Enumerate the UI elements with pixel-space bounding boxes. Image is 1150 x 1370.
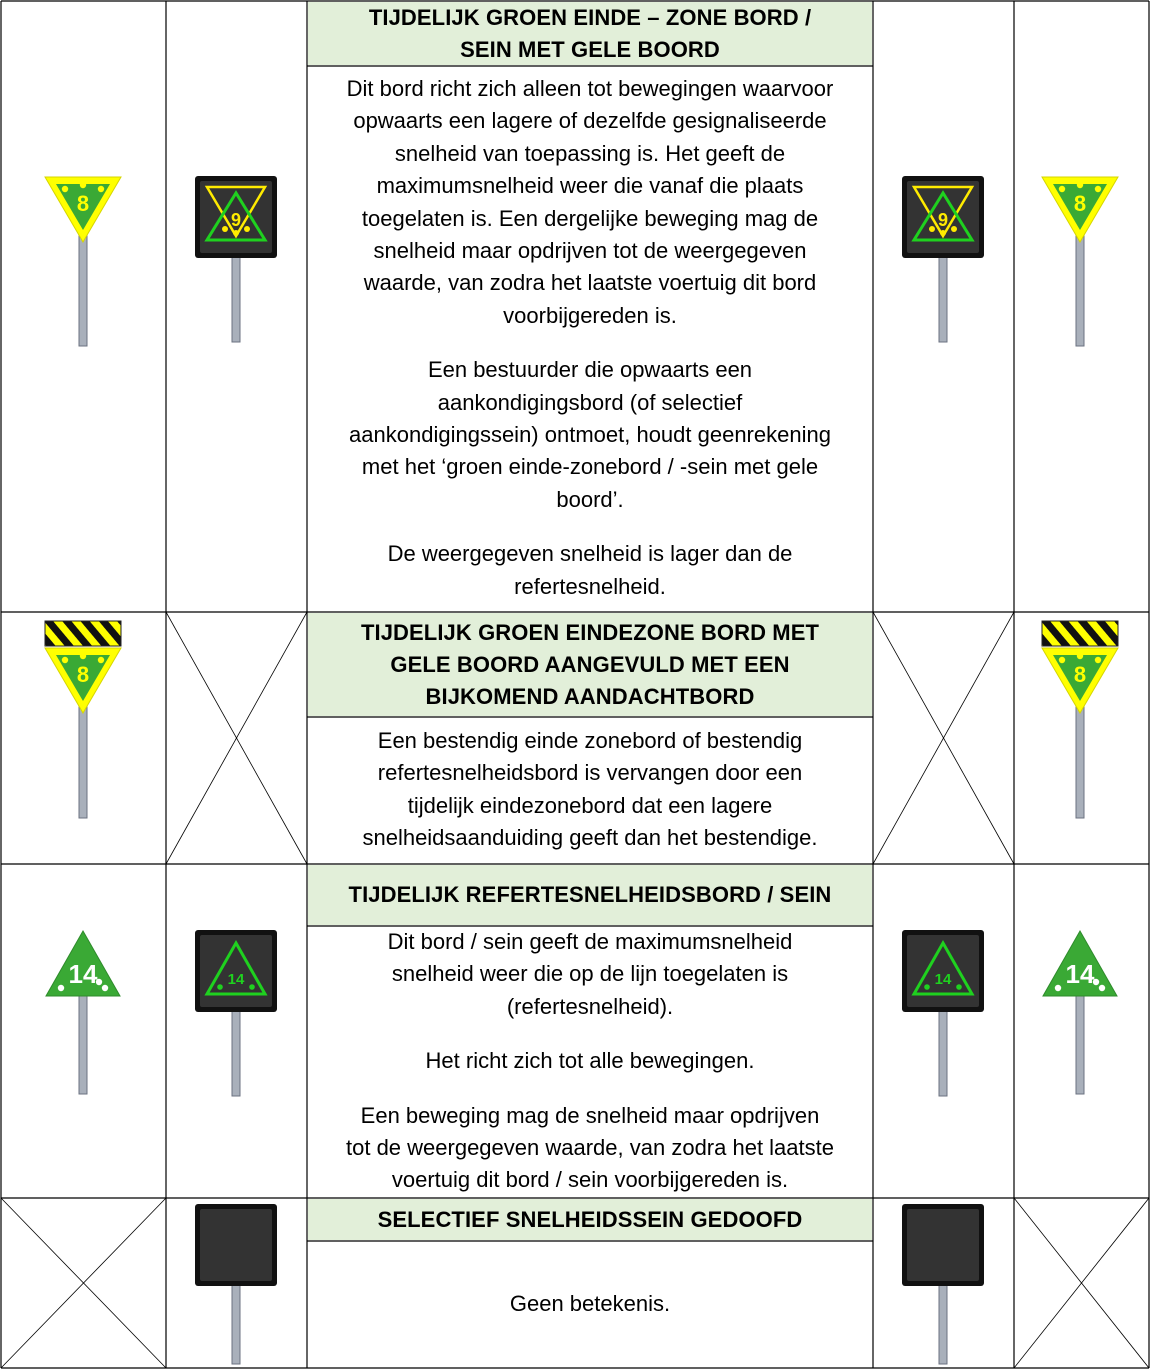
- reference-speed-board-left: [43, 928, 123, 1096]
- row-4-paragraph: Geen betekenis.: [509, 1291, 671, 1317]
- row-1-title: [308, 2, 872, 65]
- reference-speed-board-right: [1040, 928, 1120, 1096]
- row-3-paragraph: Een beweging mag de snelheid maar opdrijven tot de weergegeven waarde, van zodra het laatste voertuig dit bord / sein voorbijgereden is.: [346, 1102, 834, 1193]
- row-2-title-text: TIJDELIJK GROEN EINDEZONE BORD MET GELE BOORD AANGEVULD MET EEN BIJKOMEND AANDACHTBORD: [360, 619, 820, 709]
- row-3-paragraph: Het richt zich tot alle bewegingen.: [425, 1048, 755, 1074]
- end-zone-board-with-attention-plate-left: [43, 620, 123, 820]
- signal-speed-value: 9: [230, 210, 242, 230]
- row-4-title-text: SELECTIEF SNELHEIDSSEIN GEDOOFD: [377, 1206, 803, 1232]
- end-zone-board-with-attention-plate-right: [1040, 620, 1120, 820]
- row-2-paragraph: Een bestendig einde zonebord of bestendig refertesnelheidsbord is vervangen door een tijdelijk eindezonebord dat een lagere snelheidsaanduiding geeft dan het bestendige.: [362, 728, 818, 851]
- row-1-paragraph: Dit bord richt zich alleen tot bewegingen waarvoor opwaarts een lagere of dezelfde gesignaliseerde snelheid van toepassing is. Het geeft de maximumsnelheid weer die vanaf die plaats toegelaten is. Een dergelijke beweging mag de snelheid maar opdrijven tot de weergegeven waarde, van zodra het laatste voertuig dit bord voorbijgereden is.: [346, 76, 834, 328]
- board-speed-value: 8: [76, 662, 90, 687]
- row-3-description: [308, 926, 872, 1196]
- row-4-description: [308, 1242, 872, 1367]
- board-speed-value: 8: [1073, 662, 1087, 687]
- end-zone-board-yellow-border-left: [43, 174, 123, 349]
- row-1-paragraph: Een bestuurder die opwaarts een aankondigingsbord (of selectief aankondigingssein) ontmoet, houdt geenrekening met het ‘groen einde-zonebord / -sein met gele boord’.: [349, 357, 831, 512]
- end-zone-board-yellow-border-right: [1040, 174, 1120, 349]
- selective-speed-signal-right: [900, 174, 986, 344]
- signal-speed-value: 9: [937, 210, 949, 230]
- board-speed-value: 14: [1065, 959, 1095, 989]
- board-speed-value: 14: [68, 959, 98, 989]
- row-1-paragraph: De weergegeven snelheid is lager dan de refertesnelheid.: [387, 541, 793, 599]
- signal-speed-value: 14: [227, 971, 245, 988]
- reference-speed-signal-right: [900, 928, 986, 1098]
- row-3-paragraph: Dit bord / sein geeft de maximumsnelheid snelheid weer die op de lijn toegelaten is (refertesnelheid).: [387, 929, 793, 1019]
- row-1-title-text: TIJDELIJK GROEN EINDE – ZONE BORD / SEIN MET GELE BOORD: [368, 4, 812, 62]
- row-2-description: [308, 725, 872, 861]
- row-3-title-text: TIJDELIJK REFERTESNELHEIDSBORD / SEIN: [348, 882, 832, 907]
- row-4-title: [308, 1199, 872, 1240]
- reference-speed-signal-left: [193, 928, 279, 1098]
- board-speed-value: 8: [76, 191, 90, 216]
- board-speed-value: 8: [1073, 191, 1087, 216]
- signal-speed-value: 14: [934, 971, 952, 988]
- extinguished-signal-right: [900, 1202, 986, 1366]
- row-1-description: [308, 73, 872, 609]
- row-2-title: [308, 613, 872, 716]
- selective-speed-signal-left: [193, 174, 279, 344]
- extinguished-signal-left: [193, 1202, 279, 1366]
- row-3-title: [308, 865, 872, 925]
